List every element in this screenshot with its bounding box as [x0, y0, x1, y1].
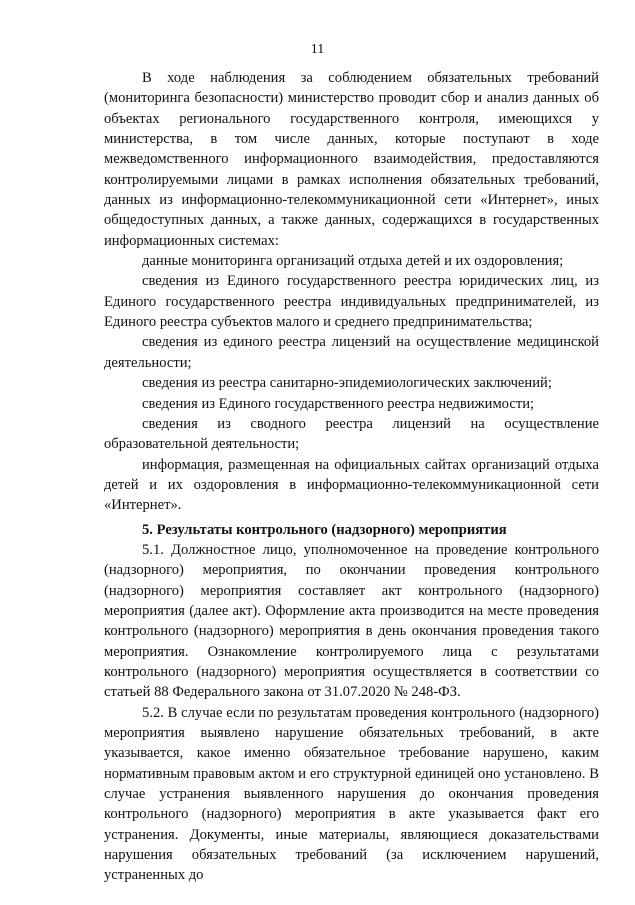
- list-item-real-estate-registry: сведения из Единого государственного реестра недвижимости;: [142, 395, 535, 412]
- page-number: 11: [310, 42, 325, 57]
- list-item-medical-licenses: сведения из единого реестра лицензий на осуществление медицинской деятельности;: [104, 334, 599, 371]
- list-item-recreation-monitoring: данные мониторинга организаций отдыха детей и их оздоровления;: [142, 253, 564, 270]
- paragraph-monitoring-intro: В ходе наблюдения за соблюдением обязательных требований (мониторинга безопасности) министерство проводит сбор и анализ данных об объектах регионального государственного контроля, имеющихся у министерства, в том числе данных, которые поступают в ходе межведомственного информационного взаимодействия, предоставляются контролируемыми лицами в рамках исполнения обязательных требований, данных из информационно-телекоммуникационной сети «Интернет», иных общедоступных данных, а также данных, содержащихся в государственных информационных системах:: [104, 70, 599, 249]
- list-item-official-websites: информация, размещенная на официальных сайтах организаций отдыха детей и их оздоровления в информационно-телекоммуникационной сети «Интернет».: [104, 456, 599, 514]
- list-item-sanitary-conclusions: сведения из реестра санитарно-эпидемиологических заключений;: [142, 375, 552, 392]
- paragraph-5-1: 5.1. Должностное лицо, уполномоченное на проведение контрольного (надзорного) мероприятия, по окончании проведения контрольного (надзорного) мероприятия составляет акт контрольного (надзорного) мероприятия (далее акт). Оформление акта производится на месте проведения контрольного (надзорного) мероприятия в день окончания проведения такого мероприятия. Ознакомление контролируемого лица с результатами контрольного (надзорного) мероприятия осуществляется в соответствии со статьей 88 Федерального закона от 31.07.2020 № 248-ФЗ.: [104, 541, 599, 701]
- section-heading: 5. Результаты контрольного (надзорного) мероприятия: [142, 521, 507, 538]
- list-item-education-licenses: сведения из сводного реестра лицензий на осуществление образовательной деятельности;: [104, 415, 599, 453]
- document-body: [104, 68, 599, 886]
- paragraph-5-2: 5.2. В случае если по результатам проведения контрольного (надзорного) мероприятия выявлено нарушение обязательных требований, в акте указывается, какое именно обязательное требование нарушено, каким нормативным правовым актом и его структурной единицей оно установлено. В случае устранения выявленного нарушения до окончания проведения контрольного (надзорного) мероприятия в акте указывается факт его устранения. Документы, иные материалы, являющиеся доказательствами нарушения обязательных требований (за исключением нарушений, устраненных до: [104, 704, 599, 884]
- list-item-registry-legal-entities: сведения из Единого государственного реестра юридических лиц, из Единого государственного реестра индивидуальных предпринимателей, из Единого реестра субъектов малого и среднего предпринимательства;: [104, 273, 599, 331]
